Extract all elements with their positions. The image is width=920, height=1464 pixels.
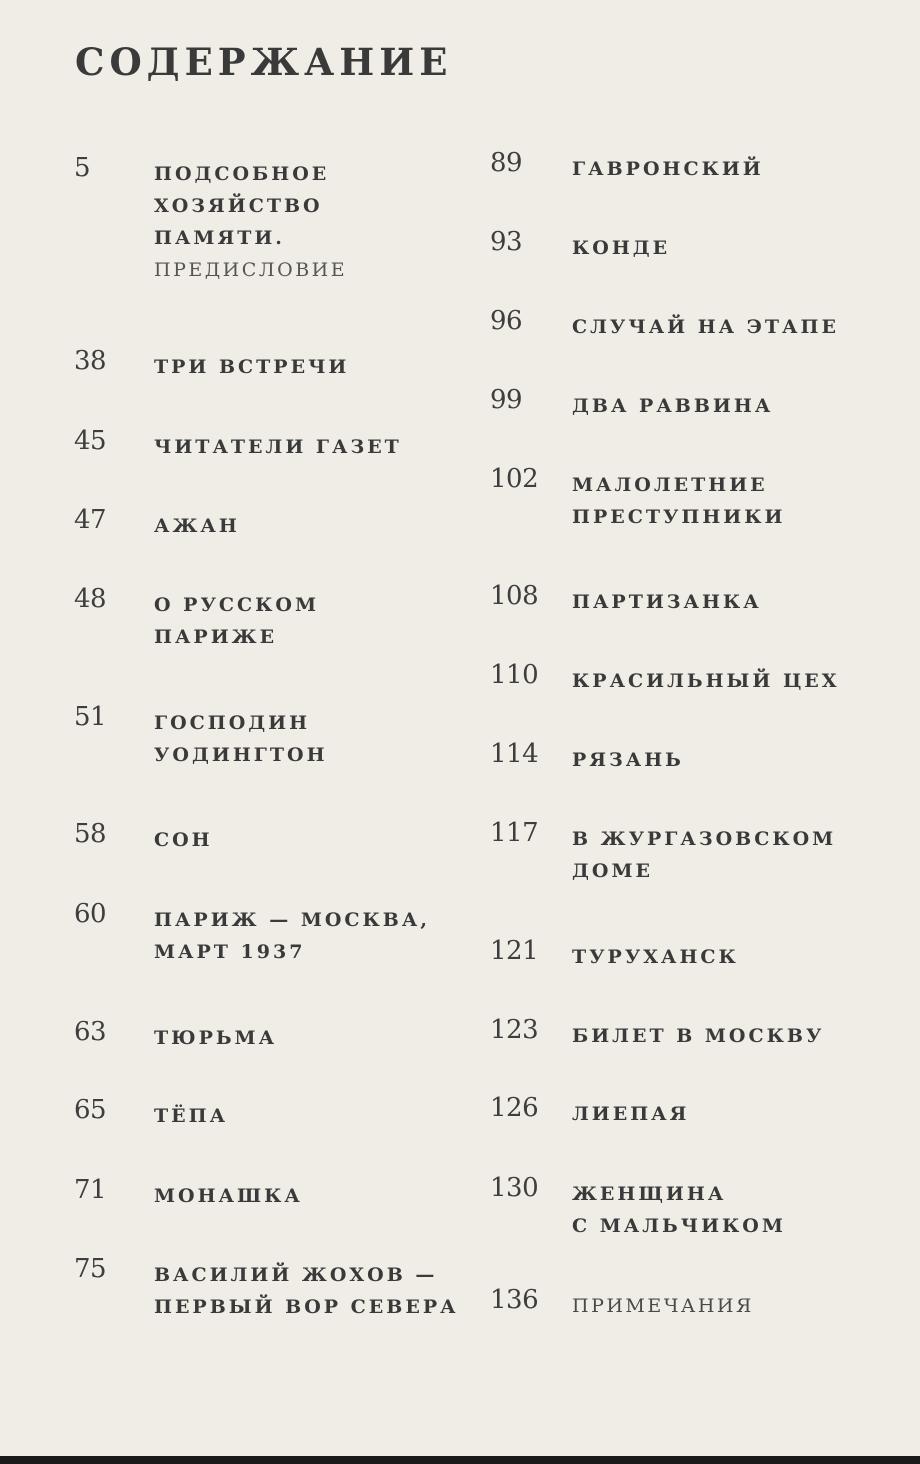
page-number: 121 xyxy=(490,936,539,966)
page-number: 89 xyxy=(490,148,523,178)
page-number: 5 xyxy=(74,153,91,183)
toc-entry xyxy=(490,1015,825,1047)
entry-title: ПАРТИЗАНКА xyxy=(572,591,762,613)
entry-title: БИЛЕТ В МОСКВУ xyxy=(572,1025,825,1047)
toc-entry xyxy=(490,739,684,771)
entry-title: ЖЕНЩИНА С МАЛЬЧИКОМ xyxy=(572,1183,786,1237)
page-number: 117 xyxy=(490,818,539,848)
entry-title: ЛИЕПАЯ xyxy=(572,1103,690,1125)
page-number: 75 xyxy=(74,1254,107,1284)
toc-entry xyxy=(490,227,671,259)
page-number: 51 xyxy=(74,702,107,732)
entry-title: КРАСИЛЬНЫЙ ЦЕХ xyxy=(572,670,840,692)
entry-title: ПАРИЖ — МОСКВА, МАРТ 1937 xyxy=(154,909,430,963)
entry-title: СЛУЧАЙ НА ЭТАПЕ xyxy=(572,316,839,338)
page-number: 47 xyxy=(74,505,107,535)
page-number: 130 xyxy=(490,1173,539,1203)
scan-edge-divider xyxy=(0,1456,920,1464)
entry-title: ТЁПА xyxy=(154,1105,229,1127)
toc-entry xyxy=(490,936,739,968)
entry-title: КОНДЕ xyxy=(572,237,671,259)
entry-title: СОН xyxy=(154,829,213,851)
entry-title: ГОСПОДИН УОДИНГТОН xyxy=(154,712,328,766)
page-number: 58 xyxy=(74,819,107,849)
page-number: 110 xyxy=(490,660,539,690)
entry-title: ТРИ ВСТРЕЧИ xyxy=(154,356,350,378)
toc-entry xyxy=(490,464,786,528)
page-number: 65 xyxy=(74,1095,107,1125)
entry-title: ТУРУХАНСК xyxy=(572,946,739,968)
page-number: 71 xyxy=(74,1175,107,1205)
toc-entry xyxy=(490,1285,754,1317)
entry-title: РЯЗАНЬ xyxy=(572,749,684,771)
page-number: 108 xyxy=(490,581,539,611)
page-number: 45 xyxy=(74,426,107,456)
page-number: 126 xyxy=(490,1093,539,1123)
page-title: СОДЕРЖАНИЕ xyxy=(75,40,453,84)
entry-title: ПОДСОБНОЕ ХОЗЯЙСТВО ПАМЯТИ. ПРЕДИСЛОВИЕ xyxy=(154,158,484,286)
entry-title: ДВА РАВВИНА xyxy=(572,395,774,417)
page-number: 93 xyxy=(490,227,523,257)
page-number: 63 xyxy=(74,1017,107,1047)
toc-entry xyxy=(490,148,764,180)
page-number: 60 xyxy=(74,899,107,929)
page-number: 99 xyxy=(490,385,523,415)
entry-title: В ЖУРГАЗОВСКОМ ДОМЕ xyxy=(572,828,837,882)
entry-title: ЧИТАТЕЛИ ГАЗЕТ xyxy=(154,436,402,458)
toc-entry xyxy=(490,660,840,692)
entry-title: ВАСИЛИЙ ЖОХОВ — ПЕРВЫЙ ВОР СЕВЕРА xyxy=(154,1264,459,1318)
toc-entry xyxy=(490,1093,690,1125)
toc-entry xyxy=(490,1173,786,1237)
page-number: 48 xyxy=(74,584,107,614)
page-number: 136 xyxy=(490,1285,539,1315)
page-number: 38 xyxy=(74,346,107,376)
entry-title: ПРИМЕЧАНИЯ xyxy=(572,1295,754,1317)
entry-title: ТЮРЬМА xyxy=(154,1027,278,1049)
page-number: 96 xyxy=(490,306,523,336)
entry-title: МОНАШКА xyxy=(154,1185,303,1207)
toc-entry xyxy=(490,385,774,417)
entry-title: АЖАН xyxy=(154,515,240,537)
page-number: 102 xyxy=(490,464,539,494)
entry-title: ГАВРОНСКИЙ xyxy=(572,158,764,180)
toc-entry xyxy=(490,306,839,338)
toc-entry xyxy=(490,581,762,613)
toc-entry xyxy=(490,818,837,882)
entry-title: МАЛОЛЕТНИЕ ПРЕСТУПНИКИ xyxy=(572,474,786,528)
entry-subtitle: ПРЕДИСЛОВИЕ xyxy=(154,259,348,281)
page-number: 114 xyxy=(490,739,539,769)
entry-title: О РУССКОМ ПАРИЖЕ xyxy=(154,594,319,648)
page-number: 123 xyxy=(490,1015,539,1045)
